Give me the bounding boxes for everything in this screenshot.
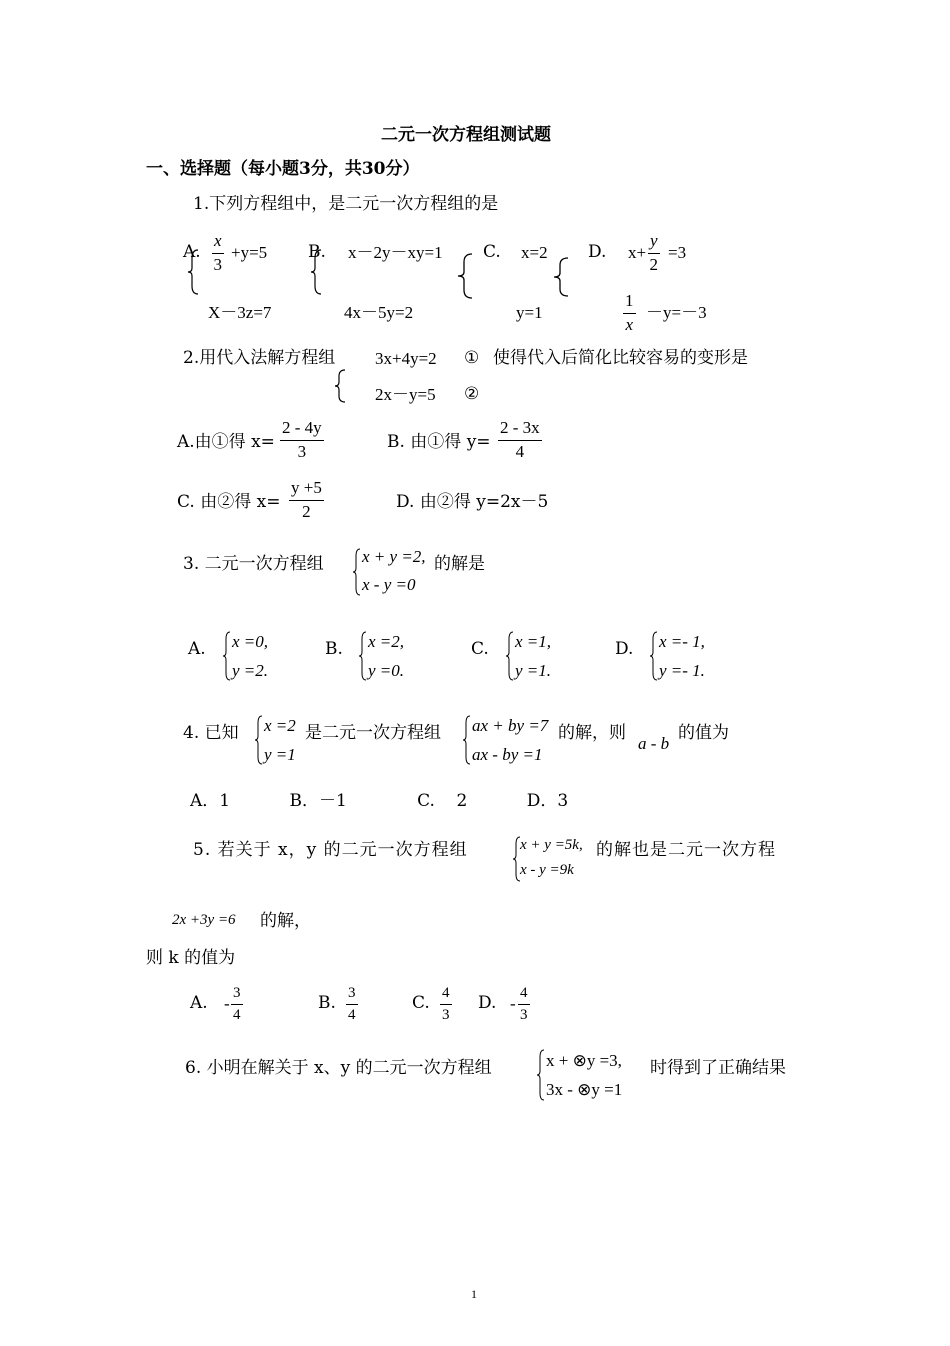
q2-c-label: C. 由②得 x=: [177, 492, 281, 512]
q3-a-l2: y =2.: [232, 661, 269, 680]
q1-c-top: x=2: [521, 243, 548, 262]
q3-d-l2: y =- 1.: [659, 661, 705, 680]
q6-pre: 6. 小明在解关于 x、y 的二元一次方程组: [185, 1058, 492, 1078]
q2-b-frac: 2 - 3x 4: [500, 418, 540, 461]
q2-d-label: D. 由②得 y=2x－5: [396, 492, 549, 512]
q1-d-bottom-rest: －y=－3: [646, 303, 707, 322]
q2-stem-pre: 2.用代入法解方程组: [183, 348, 336, 368]
q1-c-brace-icon: [456, 252, 476, 300]
q3-b-label: B.: [325, 639, 343, 659]
q5-d-sign: -: [510, 994, 516, 1013]
q3-c-label: C.: [471, 639, 489, 659]
q4-system-brace-icon: [462, 714, 472, 766]
q5-a-frac: 3 4: [233, 985, 241, 1023]
q6-post: 时得到了正确结果: [650, 1058, 786, 1078]
q1-b-label: B.: [308, 242, 326, 262]
q5-c-label: C.: [412, 993, 430, 1013]
q3-eq1: x + y =2,: [362, 547, 426, 566]
q4-options: A．1 B．－1 C. 2 D．3: [190, 791, 569, 811]
q3-a-brace-icon: [222, 630, 232, 682]
q5-post: 的解也是二元一次方程: [596, 840, 776, 860]
q4-e1: ax + by =7: [472, 716, 549, 735]
q4-s1: x =2: [264, 716, 296, 735]
q5-eq-post: 的解，: [260, 911, 311, 931]
q1-d-label: D.: [588, 242, 607, 262]
q4-pre: 4. 已知: [183, 723, 239, 743]
q3-d-l1: x =- 1,: [659, 632, 705, 651]
q3-c-brace-icon: [505, 630, 515, 682]
q5-d-frac: 4 3: [520, 985, 528, 1023]
q1-a-frac: x 3: [213, 231, 223, 274]
q3-b-l1: x =2,: [368, 632, 405, 651]
q5-e2: x - y =9k: [520, 862, 574, 878]
q2-a-label: A.由①得 x=: [177, 432, 275, 452]
q1-c-label: C.: [483, 242, 501, 262]
q3-b-brace-icon: [358, 630, 368, 682]
q5-a-label: A.: [190, 993, 208, 1013]
q5-line3: 则 k 的值为: [146, 948, 236, 968]
q5-e1: x + y =5k,: [520, 837, 583, 853]
q1-c-bottom: y=1: [516, 303, 543, 322]
q4-e2: ax - by =1: [472, 745, 543, 764]
q2-stem-post: 使得代入后简化比较容易的变形是: [493, 348, 748, 368]
q1-a-top: +y=5: [231, 243, 268, 262]
q2-b-label: B. 由①得 y=: [387, 432, 491, 452]
q5-eq: 2x +3y =6: [172, 912, 236, 928]
q3-pre: 3. 二元一次方程组: [183, 554, 324, 574]
q1-d-top-frac: y 2: [649, 231, 659, 274]
q3-a-label: A.: [188, 639, 206, 659]
q3-d-label: D.: [615, 639, 634, 659]
q4-mid: 是二元一次方程组: [305, 723, 441, 743]
q5-b-frac: 3 4: [348, 985, 356, 1023]
q2-c-frac: y +5 2: [291, 478, 322, 521]
q4-post1: 的解，则: [558, 723, 626, 743]
page-title: 二元一次方程组测试题: [381, 125, 551, 145]
page-number: 1: [471, 1287, 477, 1301]
q2-brace-icon: [333, 368, 349, 404]
q1-b-bottom: 4x－5y=2: [344, 303, 414, 322]
q5-a-sign: -: [224, 994, 230, 1013]
q5-c-frac: 4 3: [442, 985, 450, 1023]
q1-d-bottom-frac: 1 x: [625, 291, 634, 334]
q1-a-label: A.: [183, 242, 201, 262]
q2-eq1-mark: ①: [464, 348, 480, 368]
q3-post: 的解是: [434, 554, 485, 574]
section-heading: 一、选择题（每小题3分，共30分）: [146, 159, 420, 179]
q1-d-top-rest: =3: [668, 243, 687, 262]
q3-a-l1: x =0,: [232, 632, 269, 651]
q2-eq2: 2x－y=5: [375, 385, 436, 404]
q2-a-frac: 2 - 4y 3: [282, 418, 322, 461]
q5-b-label: B.: [318, 993, 336, 1013]
q6-brace-icon: [536, 1048, 546, 1102]
q2-eq2-mark: ②: [464, 384, 480, 404]
q5-d-label: D.: [478, 993, 497, 1013]
q1-a-brace-icon: [186, 248, 202, 296]
q6-e2: 3x - ⊗y =1: [546, 1080, 623, 1099]
q4-solution-brace-icon: [254, 714, 264, 766]
q3-brace-icon: [352, 547, 362, 597]
q3-b-l2: y =0.: [368, 661, 405, 680]
q3-c-l2: y =1.: [515, 661, 552, 680]
q1-stem: 1.下列方程组中，是二元一次方程组的是: [193, 194, 499, 214]
q6-e1: x + ⊗y =3,: [546, 1051, 622, 1070]
q4-expr: a - b: [638, 734, 670, 753]
q1-d-brace-icon: [552, 256, 572, 298]
q4-s2: y =1: [264, 745, 296, 764]
q1-a-bottom: X－3z=7: [208, 303, 272, 322]
q3-d-brace-icon: [649, 630, 659, 682]
q4-post2: 的值为: [678, 723, 729, 743]
q5-pre: 5. 若关于 x，y 的二元一次方程组: [193, 840, 468, 860]
q1-b-brace-icon: [309, 248, 325, 296]
q1-d-top-pre: x+: [628, 243, 647, 262]
q2-eq1: 3x+4y=2: [375, 349, 437, 368]
q3-c-l1: x =1,: [515, 632, 552, 651]
q3-eq2: x - y =0: [362, 575, 416, 594]
q1-b-top: x－2y－xy=1: [348, 243, 443, 262]
